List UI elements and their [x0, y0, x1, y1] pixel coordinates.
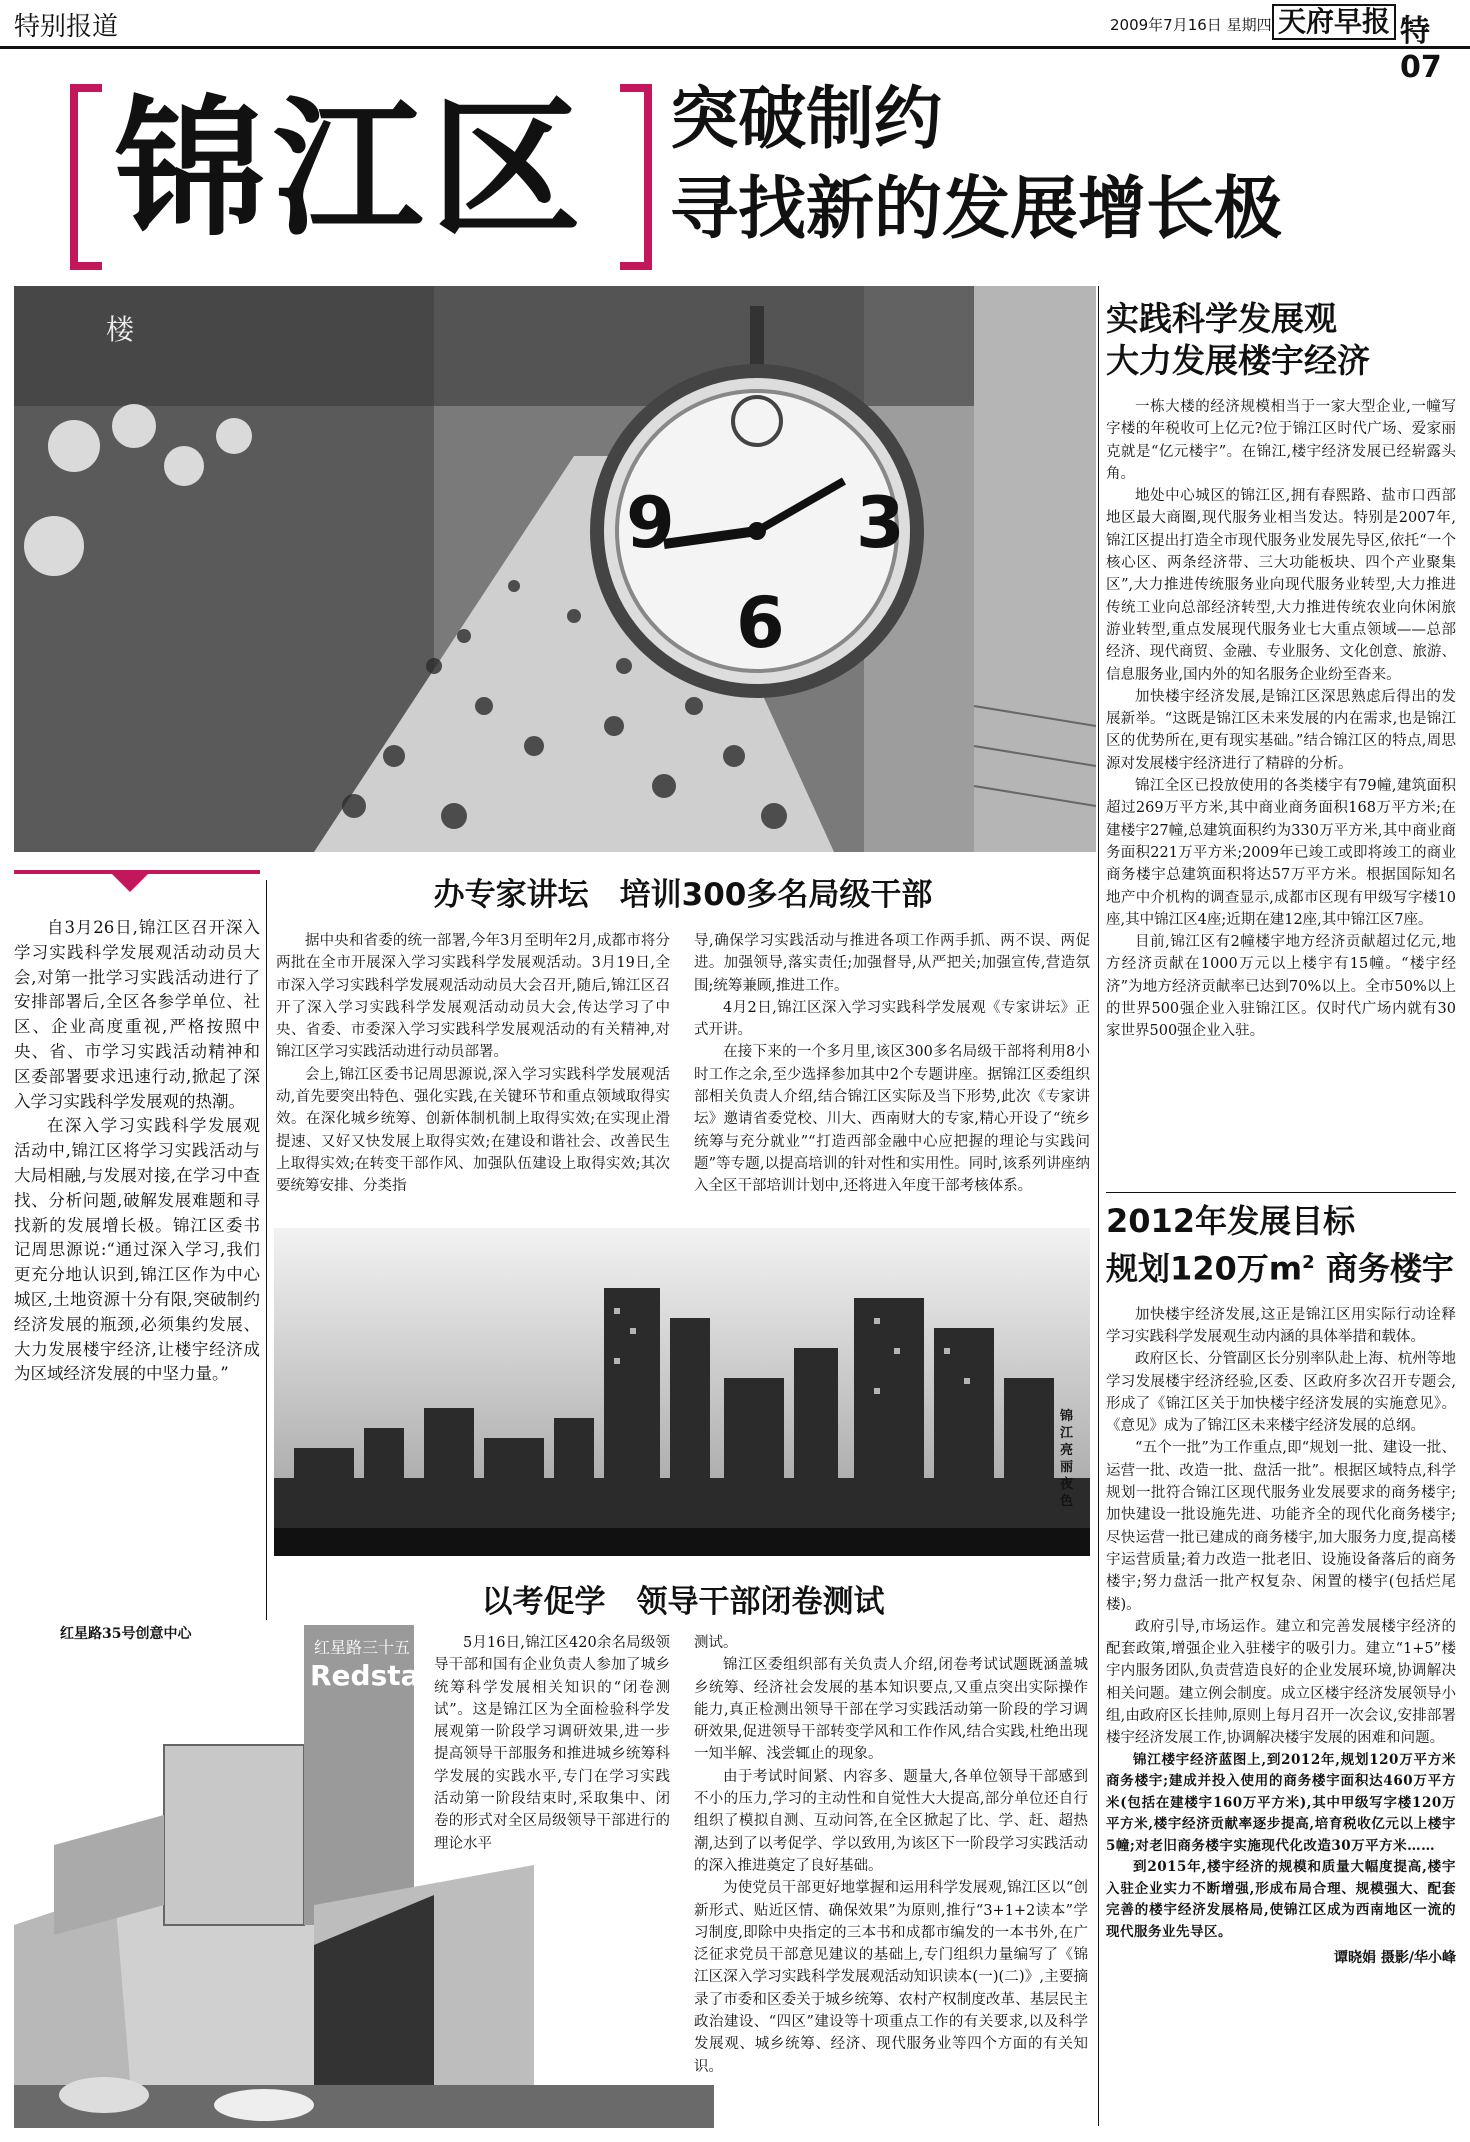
article1-paragraph: 在接下来的一个多月里,该区300多名局级干部将利用8小时工作之余,至少选择参加其中2个专题讲座。据锦江区委组织部相关负责人介绍,结合锦江区实际及当下形势,此次《专家讲坛》邀请省委党校、川大、西南财大的专家,精心开设了“统乡统筹与充分就业”“打造西部金融中心应把握的理论与实践问题”等专题,以提高培训的针对性和实用性。同时,该系列讲座纳入全区干部培训计划中,还将进入年度干部考核体系。 [694, 1044, 1090, 1195]
article2-col2 [694, 1632, 1088, 2078]
clock-number-3: 3 [856, 482, 905, 564]
article2-paragraph: 为使党员干部更好地掌握和运用科学发展观,锦江区以“创新形式、贴近区情、确保效果”为原则,推行“3+1+2读本”学习制度,即除中央指定的三本书和成都市编发的一本书外,在广泛征求党员干部意见建议的基础上,专门组织力量编写了《锦江区深入学习实践科学发展观活动知识读本(一)(二)》,主要摘录了市委和区委关于城乡统筹、农村产权制度改革、基层民主政治建设、“四区”建设等十项重点工作的有关要求,以及科学发展观、城乡统筹、经济、现代服务业等四个方面的有关知识。 [694, 1880, 1088, 2075]
right-bottom-paragraph: 政府引导,市场运作。建立和完善发展楼宇经济的配套政策,增强企业入驻楼宇的吸引力。建立“1+5”楼宇内服务团队,负责营造良好的企业发展环境,协调解决相关问题。建立例会制度。成立区楼宇经济发展领导小组,由政府区长挂帅,原则上每月召开一次会议,安排部署楼宇经济发展工作,协调解决楼宇发展的困难和问题。 [1106, 1618, 1456, 1747]
right-bottom-title-2 [1106, 1242, 1456, 1290]
article2-paragraph: 5月16日,锦江区420余名局级领导干部和国有企业负责人参加了城乡统筹科学发展相关知识的“闭卷测试”。这是锦江区为全面检验科学发展观第一阶段学习调研效果,进一步提高领导干部服务和推进城乡统筹科学发展的实践水平,专门在学习实践活动第一阶段结束时,采取集中、闭卷的形式对全区局级领导干部进行的理论水平 [434, 1635, 670, 1852]
page-header [0, 0, 1470, 85]
right-top-paragraph: 锦江全区已投放使用的各类楼宇有79幢,建筑面积超过269万平方米,其中商业商务面积168万平方米;在建楼宇27幢,总建筑面积约为330万平方米,其中商业商务面积221万平方米;2009年已竣工或即将竣工的商业商务楼宇总建筑面积将达57万平方米。根据国际知名地产中介机构的调查显示,成都市区现有甲级写字楼10座,其中锦江区4座;近期在建12座,其中锦江区7座。 [1106, 778, 1456, 928]
redstar-caption: 红星路35号创意中心 [56, 1623, 195, 1643]
right-article-bottom [1106, 1200, 1456, 1967]
right-bottom-title-1: 2012年发展目标 [1106, 1202, 1356, 1240]
shop-sign-text: 楼 [106, 313, 135, 346]
right-bottom-paragraph: 政府区长、分管副区长分别率队赴上海、杭州等地学习发展楼宇经济经验,区委、区政府多次召开专题会,形成了《锦江区关于加快楼宇经济发展的实施意见》。《意见》成为了锦江区未来楼宇经济发展的总纲。 [1106, 1351, 1456, 1435]
section-rule [1106, 1192, 1456, 1193]
intro-arrow-icon [112, 874, 148, 892]
right-bottom-title-2-sup: 2 [1302, 1252, 1315, 1273]
article-closed-exam [276, 1580, 1090, 1630]
bracket-right [620, 84, 652, 270]
intro-paragraph: 自3月26日,锦江区召开深入学习实践科学发展观活动动员大会,对第一批学习实践活动进行了安排部署后,全区各参学单位、社区、企业高度重视,严格按照中央、省、市学习实践活动精神和区委部署要求迅速行动,掀起了深入学习实践科学发展观的热潮。 [14, 918, 260, 1111]
article2-paragraph: 测试。 [694, 1635, 738, 1651]
goal-paragraph: 到2015年,楼宇经济的规模和质量大幅度提高,楼宇入驻企业实力不断增强,形成布局合理、规模强大、配套完善的楼宇经济发展格局,使锦江区成为西南地区一流的现代服务业先导区。 [1106, 1859, 1456, 1940]
masthead-district: 锦江区 [115, 83, 590, 257]
section-label: 特别报道 [14, 12, 119, 42]
right-bottom-title-2b: 商务楼宇 [1314, 1249, 1454, 1288]
right-top-paragraph: 加快楼宇经济发展,是锦江区深思熟虑后得出的发展新举。“这既是锦江区未来发展的内在需求,也是锦江区的优势所在,更有现实基础。”结合锦江区的特点,周思源对发展楼宇经济进行了精辟的分析。 [1106, 688, 1456, 772]
column-divider [1098, 286, 1099, 2126]
article1-paragraph: 会上,锦江区委书记周思源说,深入学习实践科学发展观活动,首先要突出特色、强化实践,在关键环节和重点领域取得实效。在深化城乡统筹、创新体制机制上取得实效;在实现止滑提速、又好又快发展上取得实效;在建设和谐社会、改善民生上取得实效;在转变干部作风、加强队伍建设上取得实效;其次要统筹安排、分类指 [276, 1066, 670, 1195]
redstar-sign: 红星路三十五 [314, 1638, 411, 1657]
night-skyline-photo [274, 1228, 1090, 1556]
clock-number-6: 6 [736, 582, 785, 664]
article1-title: 办专家讲坛 培训300多名局级干部 [433, 877, 933, 913]
article2-col1 [434, 1632, 670, 1855]
article1-col2 [694, 930, 1090, 1198]
right-top-title-1: 实践科学发展观 [1106, 299, 1337, 338]
right-bottom-paragraph: “五个一批”为工作重点,即“规划一批、建设一批、运营一批、改造一批、盘活一批”。根据区域特点,科学规划一批符合锦江区现代服务业发展要求的商务楼宇;加快建设一批设施先进、功能齐全的现代化商务楼宇;尽快运营一批已建成的商务楼宇,加大服务力度,提高楼宇运营质量;着力改造一批老旧、设施设备落后的商务楼宇;努力盘活一批产权复杂、闲置的楼宇(包括烂尾楼)。 [1106, 1440, 1456, 1613]
page-number: 特07 [1400, 14, 1442, 85]
street-photo-illustration [14, 286, 1096, 852]
night-photo-caption: 锦江亮丽夜色 [1060, 1409, 1074, 1509]
issue-date: 2009年7月16日 星期四 [1110, 16, 1272, 34]
article1-col1 [276, 930, 670, 1198]
masthead-line1: 突破制约 [670, 80, 943, 159]
skyline-illustration [274, 1228, 1090, 1556]
clock-number-9: 9 [626, 482, 675, 564]
right-top-paragraph: 地处中心城区的锦江区,拥有春熙路、盐市口西部地区最大商圈,现代服务业相当发达。特别是2007年,锦江区提出打造全市现代服务业发展先导区,依托“一个核心区、两条经济带、三大功能板块、四个产业聚集区”,大力推进传统服务业向现代服务业转型,大力推进传统工业向总部经济转型,大力推进传统农业向休闲旅游业转型,重点发展现代服务业七大重点领域——总部经济、现代商贸、金融、专业服务、文化创意、旅游、信息服务业,国内外的知名服务企业纷至沓来。 [1106, 488, 1456, 683]
article1-paragraph: 据中央和省委的统一部署,今年3月至明年2月,成都市将分两批在全市开展深入学习实践科学发展观活动。3月19日,全市深入学习实践科学发展观活动动员大会召开,随后,锦江区召开了深入学习实践科学发展观活动动员大会,传达学习了中央、省委、市委深入学习实践科学发展观活动的有关精神,对锦江区学习实践活动进行动员部署。 [276, 933, 670, 1061]
right-bottom-title-2a: 规划120万m [1106, 1249, 1303, 1288]
right-bottom-paragraph: 加快楼宇经济发展,这正是锦江区用实际行动诠释学习实践科学发展观生动内涵的具体举措和载体。 [1106, 1306, 1456, 1345]
article1-paragraph: 导,确保学习实践活动与推进各项工作两手抓、两不误、两促进。加强领导,落实责任;加强督导,从严把关;加强宣传,营造氛围;统筹兼顾,推进工作。 [694, 933, 1090, 994]
left-intro-column [14, 870, 260, 1387]
right-top-title-2: 大力发展楼宇经济 [1106, 341, 1370, 380]
right-top-paragraph: 一栋大楼的经济规模相当于一家大型企业,一幢写字楼的年税收可上亿元?位于锦江区时代广场、爱家丽克就是“亿元楼宇”。在锦江,楼宇经济发展已经崭露头角。 [1106, 399, 1456, 482]
street-clock-photo [14, 286, 1096, 852]
article2-paragraph: 由于考试时间紧、内容多、题量大,各单位领导干部感到不小的压力,学习的主动性和自觉性大大提高,部分单位还自行组织了模拟自测、互动问答,在全区掀起了比、学、赶、超热潮,达到了以考促学、学以致用,为该区下一阶段学习实践活动的深入推进奠定了良好基础。 [694, 1768, 1088, 1874]
bracket-left [70, 84, 102, 270]
intro-rule [14, 870, 260, 874]
article2-title: 以考促学 领导干部闭卷测试 [481, 1584, 885, 1620]
intro-paragraph: 在深入学习实践科学发展观活动中,锦江区将学习实践活动与大局相融,与发展对接,在学习中查找、分析问题,破解发展难题和寻找新的发展增长极。锦江区委书记周思源说:“通过深入学习,我们更充分地认识到,锦江区作为中心城区,土地资源十分有限,突破制约经济发展的瓶颈,必须集约发展、大力发展楼宇经济,让楼宇经济成为区域经济发展的中坚力量。” [14, 1116, 260, 1384]
right-bottom-body [1106, 1304, 1456, 1943]
newspaper-name: 天府早报 [1272, 4, 1396, 40]
masthead [60, 64, 1420, 284]
byline: 谭晓娟 摄影/华小峰 [1334, 1950, 1456, 1967]
article-expert-forum [276, 870, 1090, 1198]
right-article-top [1106, 298, 1456, 1043]
masthead-line2: 寻找新的发展增长极 [670, 170, 1283, 249]
right-top-paragraph: 目前,锦江区有2幢楼宇地方经济贡献超过亿元,地方经济贡献在1000万元以上楼宇有15幢。“楼宇经济”为地方经济贡献率已达到70%以上。全市50%以上的世界500强企业入驻锦江区。仅时代广场内就有30家世界500强企业入驻。 [1106, 934, 1456, 1040]
redstar-sign-english: Redstar 35 [310, 1659, 483, 1692]
column-divider [266, 880, 267, 1620]
goal-paragraph: 锦江楼宇经济蓝图上,到2012年,规划120万平方米商务楼宇;建成并投入使用的商务楼宇面积达460万平方米(包括在建楼宇160万平方米),其中甲级写字楼120万平方米,楼宇经济贡献率逐步提高,培育税收亿元以上楼宇5幢;对老旧商务楼宇实施现代化改造30万平方米…… [1106, 1751, 1456, 1854]
right-top-body [1106, 396, 1456, 1043]
article2-paragraph: 锦江区委组织部有关负责人介绍,闭卷考试试题既涵盖城乡统筹、经济社会发展的基本知识要点,又重点突出实际操作能力,真正检测出领导干部在学习实践活动第一阶段的学习调研效果,促进领导干部转变学风和工作作风,结合实践,杜绝出现一知半解、浅尝辄止的现象。 [694, 1657, 1088, 1763]
intro-body [14, 916, 260, 1387]
article1-paragraph: 4月2日,锦江区深入学习实践科学发展观《专家讲坛》正式开讲。 [694, 999, 1090, 1039]
